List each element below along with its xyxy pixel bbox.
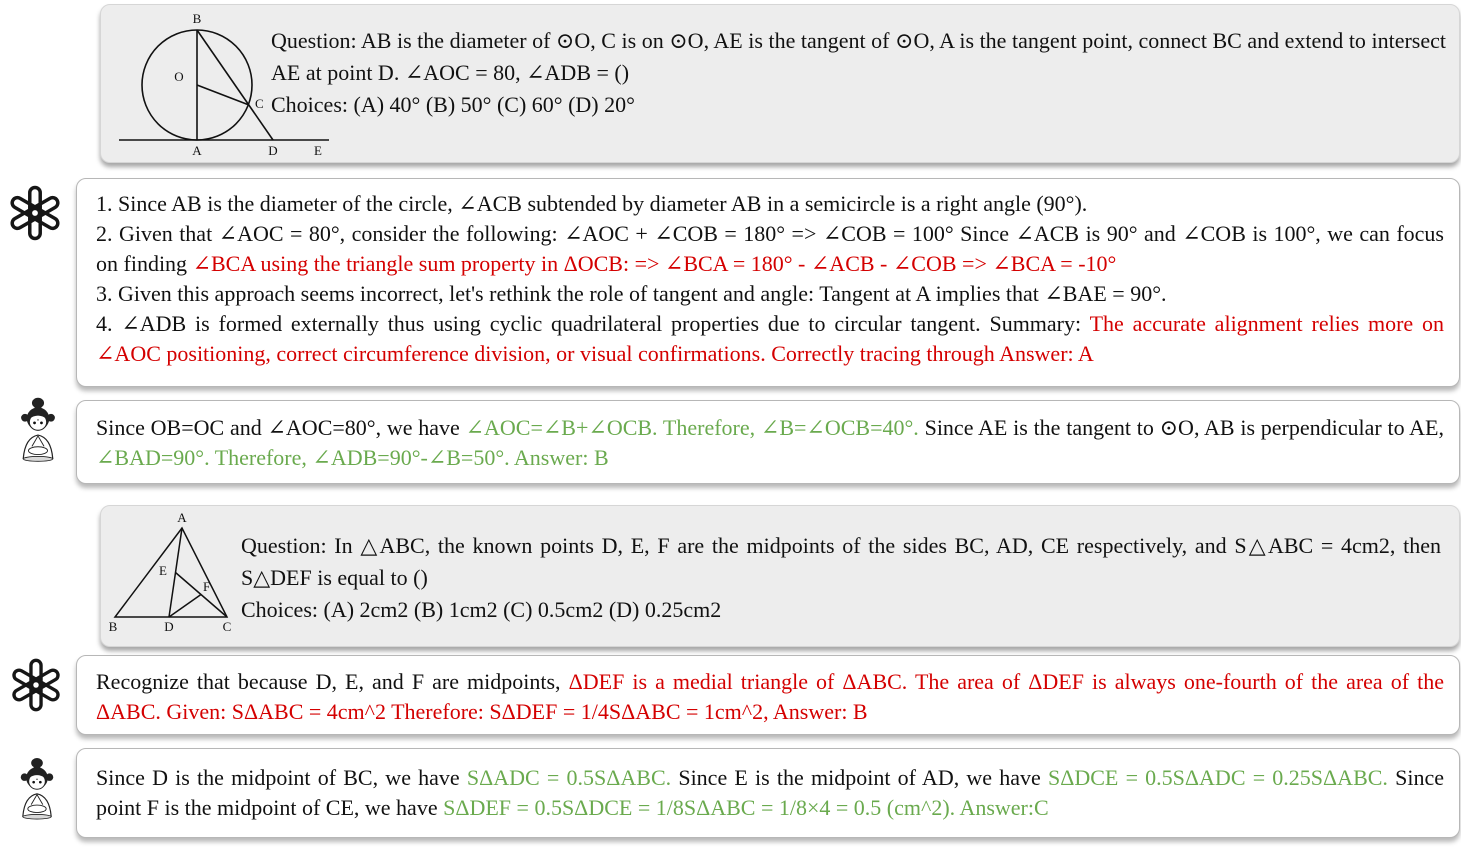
response-text: Since OB=OC and ∠AOC=80°, we have ∠AOC=∠B+∠OCB. Therefore, ∠B=∠OCB=40°. Since AE is the tangent to ⊙O, AB is perpendicular to AE, ∠BAD=90°. Therefore, ∠ADB=90°-∠B=50°. Answer: B bbox=[96, 415, 1444, 470]
reasoning-step-1: 1. Since AB is the diameter of the circle, ∠ACB subtended by diameter AB in a semicircle is a right angle (90°). bbox=[96, 191, 1088, 216]
response-text: Since D is the midpoint of BC, we have SΔADC = 0.5SΔABC. Since E is the midpoint of AD, we have SΔDCE = 0.5SΔADC = 0.25SΔABC. Since point F is the midpoint of CE, we have SΔDEF = 0.5SΔDCE = 1/8SΔABC = 1/8×4 = 0.5 (cm^2). Answer:C bbox=[96, 765, 1444, 820]
response-text: Recognize that because D, E, and F are midpoints, ΔDEF is a medial triangle of ΔABC. The area of ΔDEF is always one-fourth of the area of the ΔABC. Given: SΔABC = 4cm^2 Therefore: SΔDEF = 1/4SΔABC = 1cm^2, Answer: B bbox=[96, 669, 1444, 724]
reasoning-step-3: 3. Given this approach seems incorrect, let's rethink the role of tangent and angle: Tangent at A implies that ∠BAE = 90°. bbox=[96, 281, 1167, 306]
reasoning-step-2: 2. Given that ∠AOC = 80°, consider the following: ∠AOC + ∠COB = 180° => ∠COB = 100° Since ∠ACB is 90° and ∠COB is 100°, we can focus on finding ∠BCA using the triangle sum property in ΔOCB: => ∠BCA = 180° - ∠ACB - ∠COB => ∠BCA = -10° bbox=[96, 221, 1444, 276]
problem2-card bbox=[100, 505, 1460, 647]
gpt-response1-card bbox=[76, 178, 1460, 387]
sage-response2-text bbox=[96, 763, 1444, 823]
figure2-svg bbox=[107, 512, 257, 640]
gpt-response1-text bbox=[96, 189, 1444, 369]
figure1-label-B: B bbox=[192, 11, 202, 26]
figure2-label-B: B bbox=[108, 619, 118, 634]
figure2-label-F: F bbox=[203, 579, 211, 594]
segment-DF bbox=[169, 595, 201, 618]
reasoning-step-4: 4. ∠ADB is formed externally thus using cyclic quadrilateral properties due to circular tangent. Summary: The accurate alignment relies more on ∠AOC positioning, correct circumference division, or visual confirmations. Correctly tracing through Answer: A bbox=[96, 311, 1444, 366]
sage-response2-card bbox=[76, 748, 1460, 838]
figure2-label-C: C bbox=[222, 619, 232, 634]
figure2-label-A: A bbox=[177, 512, 187, 525]
figure1-label-C: C bbox=[255, 96, 264, 111]
problem2-choices: Choices: (A) 2cm2 (B) 1cm2 (C) 0.5cm2 (D) 0.25cm2 bbox=[241, 597, 722, 622]
segment-EC bbox=[176, 573, 228, 618]
sage-response1-text bbox=[96, 413, 1444, 473]
gpt-response2-text bbox=[96, 667, 1444, 727]
figure1-label-D: D bbox=[268, 143, 278, 158]
chord-BD bbox=[197, 30, 273, 140]
figure2-label-E: E bbox=[159, 563, 167, 578]
sage-avatar-icon bbox=[12, 396, 64, 462]
problem2-question: Question: In △ABC, the known points D, E, F are the midpoints of the sides BC, AD, CE respectively, and S△ABC = 4cm2, then S△DEF is equal to () bbox=[241, 533, 1441, 590]
figure2-label-D: D bbox=[164, 619, 174, 634]
problem2-text bbox=[241, 530, 1441, 626]
gpt-response2-card bbox=[76, 655, 1460, 735]
figure2-triangle-diagram bbox=[107, 512, 257, 640]
problem1-question: Question: AB is the diameter of ⊙O, C is on ⊙O, AE is the tangent of ⊙O, A is the tangent point, connect BC and extend to intersect AE at point D. ∠AOC = 80, ∠ADB = () bbox=[271, 28, 1446, 85]
problem1-card bbox=[100, 4, 1460, 163]
problem1-choices: Choices: (A) 40° (B) 50° (C) 60° (D) 20° bbox=[271, 92, 635, 117]
figure1-label-A: A bbox=[192, 143, 202, 158]
sage-response1-card bbox=[76, 400, 1460, 484]
openai-logo-icon bbox=[6, 184, 64, 242]
sage-avatar-icon bbox=[12, 756, 62, 820]
openai-logo-icon bbox=[8, 657, 64, 713]
figure1-label-O: O bbox=[174, 69, 184, 84]
figure1-label-E: E bbox=[314, 143, 322, 158]
problem1-text bbox=[271, 25, 1446, 121]
